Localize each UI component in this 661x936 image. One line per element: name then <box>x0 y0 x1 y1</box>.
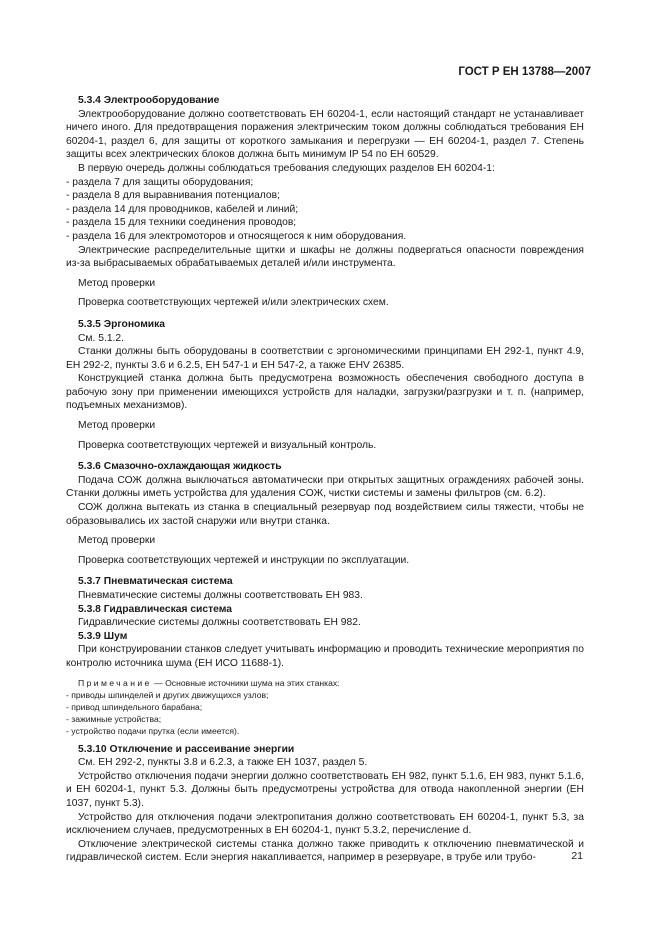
section-heading-5-3-6: 5.3.6 Смазочно-охлаждающая жидкость <box>78 461 282 473</box>
document-code: ГОСТ Р ЕН 13788—2007 <box>458 66 591 78</box>
paragraph: В первую очередь должны соблюдаться требования следующих разделов ЕН 60204-1: <box>78 162 495 174</box>
list-item: - устройство подачи прутка (если имеется). <box>66 725 240 736</box>
paragraph: Станки должны быть оборудованы в соответствии с эргономическими принципами ЕН 292-1, пункт 4.9, ЕН 292-2, пункты 3.6 и 6.2.5, ЕН 547-1 и ЕН 547-2, а также ЕНV 26385. <box>66 346 584 371</box>
paragraph: Подача СОЖ должна выключаться автоматически при открытых защитных ограждениях рабочей зоны. Станки должны иметь устройства для удаления СОЖ, чистки системы и замены фильтров (см. 6.2). <box>66 474 584 500</box>
section-heading-5-3-10: 5.3.10 Отключение и рассеивание энергии <box>78 743 295 755</box>
method-text: Проверка соответствующих чертежей и/или электрических схем. <box>78 297 389 309</box>
page-body <box>66 94 584 865</box>
note-intro: — Основные источники шума на этих станках: <box>151 677 340 688</box>
section-heading-5-3-8: 5.3.8 Гидравлическая система <box>78 603 232 615</box>
requirements-list <box>66 176 584 244</box>
section-heading-5-3-4: 5.3.4 Электрооборудование <box>78 95 220 106</box>
list-item: - раздела 16 для электромоторов и относящегося к ним оборудования. <box>66 230 407 242</box>
paragraph: Конструкцией станка должна быть предусмотрена возможность обеспечения свободного доступа в рабочую зону при применении имеющихся устройств для наладки, загрузки/разгрузки и т. п. (например, подъемных механизмов). <box>66 373 584 412</box>
list-item: - раздела 15 для техники соединения проводов; <box>66 217 297 229</box>
method-label: Метод проверки <box>78 535 156 547</box>
method-text: Проверка соответствующих чертежей и визуальный контроль. <box>78 439 377 451</box>
paragraph: Устройство для отключения подачи электропитания должно соответствовать ЕН 60204-1, пункт 5.3, за исключением случаев, предусмотренных в ЕН 60204-1, пункт 5.3.2, перечисление d. <box>66 811 584 837</box>
paragraph: СОЖ должна вытекать из станка в специальный резервуар под воздействием силы тяжести, чтобы не образовывались их застой снаружи или внутри станка. <box>66 502 584 527</box>
list-item: - зажимные устройства; <box>66 713 162 724</box>
section-heading-5-3-5: 5.3.5 Эргономика <box>78 318 166 330</box>
list-item: - раздела 7 для защиты оборудования; <box>66 176 254 188</box>
noise-sources-list <box>66 689 584 737</box>
list-item: - привод шпиндельного барабана; <box>66 701 203 712</box>
reference: См. ЕН 292-2, пункты 3.8 и 6.2.3, а также ЕН 1037, раздел 5. <box>78 757 368 769</box>
section-heading-5-3-7: 5.3.7 Пневматическая система <box>78 576 233 588</box>
paragraph: Электрические распределительные щитки и шкафы не должны подвергаться опасности повреждения из-за выбрасываемых обрабатываемых деталей и/или инструмента. <box>66 244 584 270</box>
list-item: - раздела 8 для выравнивания потенциалов; <box>66 190 280 202</box>
reference: См. 5.1.2. <box>78 332 124 344</box>
paragraph: При конструировании станков следует учитывать информацию и проводить технические мероприятия по контролю источника шума (ЕН ИСО 11688-1). <box>66 644 584 669</box>
paragraph: Отключение электрической системы станка должно также приводить к отключению пневматической и гидравлической систем. Если энергия накапливается, например в резервуаре, в трубе или трубо- <box>66 838 584 864</box>
page-number: 21 <box>571 850 583 862</box>
paragraph: Электрооборудование должно соответствовать ЕН 60204-1, если настоящий стандарт не устанавливает ничего иного. Для предотвращения поражения электрическим током должны соблюдаться требования ЕН 60204-1, раздел 6, для защиты от короткого замыкания и перегрузки — ЕН 60204-1, раздел 7. Степень защиты всех электрических блоков должна быть минимум IP 54 по ЕН 60529. <box>66 108 584 161</box>
section-heading-5-3-9: 5.3.9 Шум <box>78 630 128 642</box>
list-item: - приводы шпинделей и других движущихся узлов; <box>66 689 269 700</box>
paragraph: Пневматические системы должны соответствовать ЕН 983. <box>78 590 363 601</box>
paragraph: Устройство отключения подачи энергии должно соответствовать ЕН 982, пункт 5.1.6, ЕН 983, пункт 5.1.6, и ЕН 60204-1, пункт 5.3. Должны быть предусмотрены устройства для отвода накопленной энергии (ЕН 1037, пункт 5.3). <box>66 770 584 809</box>
method-text: Проверка соответствующих чертежей и инструкции по эксплуатации. <box>78 554 410 566</box>
list-item: - раздела 14 для проводников, кабелей и линий; <box>66 203 299 215</box>
method-label: Метод проверки <box>78 277 156 289</box>
note-label: Примечание <box>78 677 152 688</box>
method-label: Метод проверки <box>78 420 156 432</box>
note-heading <box>78 677 584 689</box>
paragraph: Гидравлические системы должны соответствовать ЕН 982. <box>78 617 361 629</box>
